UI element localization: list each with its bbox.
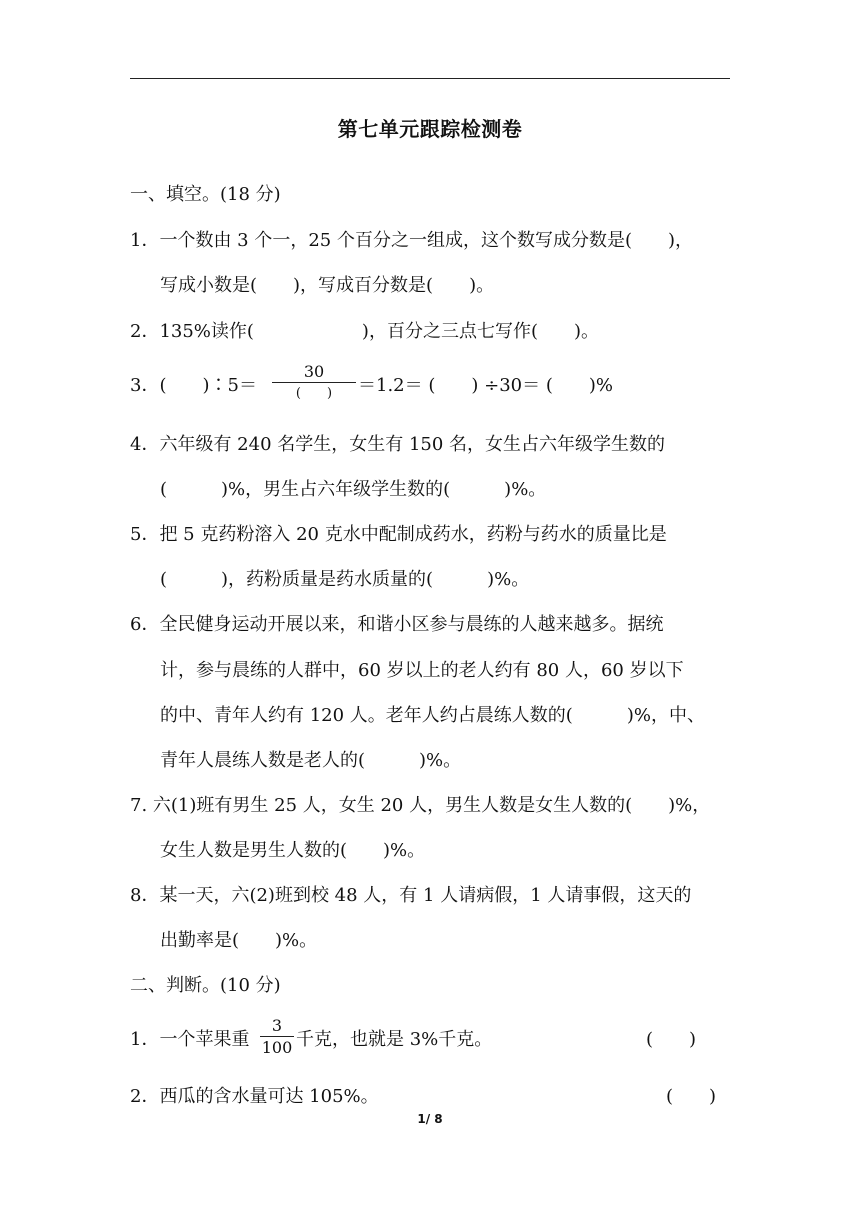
section-2-heading: 二、判断。(10 分): [130, 975, 281, 996]
q3-fraction: [272, 362, 356, 405]
j1-prefix: 1．一个苹果重: [130, 1029, 250, 1050]
q7-line1: 7. 六(1)班有男生 25 人，女生 20 人，男生人数是女生人数的( )%，: [130, 795, 711, 816]
q4-line1: 4．六年级有 240 名学生，女生有 150 名，女生占六年级学生数的: [130, 434, 666, 455]
page-title: 第七单元跟踪检测卷: [337, 117, 523, 141]
q8-line1: 8．某一天，六(2)班到校 48 人，有 1 人请病假，1 人请事假，这天的: [130, 885, 692, 906]
q3-fraction-denominator: ( ): [295, 386, 333, 401]
j1-suffix: 千克，也就是 3%千克。: [296, 1029, 493, 1050]
q2-line1: 2．135%读作( )，百分之三点七写作( )。: [130, 321, 599, 342]
j1-fraction-numerator: 3: [260, 1016, 294, 1037]
j2-answer-blank[interactable]: ( ): [666, 1086, 717, 1107]
j1-answer-blank[interactable]: ( ): [646, 1029, 697, 1050]
q6-line4: 青年人晨练人数是老人的( )%。: [160, 750, 462, 771]
q1-line2: 写成小数是( )，写成百分数是( )。: [160, 275, 495, 296]
j1-fraction: [260, 1016, 294, 1059]
section-1-heading: 一、填空。(18 分): [130, 184, 281, 205]
q6-line1: 6．全民健身运动开展以来，和谐小区参与晨练的人越来越多。据统: [130, 614, 664, 635]
q3-prefix: 3．( )∶5＝: [130, 375, 257, 396]
q7-line2: 女生人数是男生人数的( )%。: [160, 840, 426, 861]
j2-text: 2．西瓜的含水量可达 105%。: [130, 1086, 379, 1107]
q8-line2: 出勤率是( )%。: [160, 930, 318, 951]
q5-line2: ( )，药粉质量是药水质量的( )%。: [160, 569, 530, 590]
q4-line2: ( )%，男生占六年级学生数的( )%。: [160, 479, 547, 500]
header-rule: [130, 78, 730, 79]
page-number: 1/ 8: [417, 1112, 443, 1126]
q1-line1: 1．一个数由 3 个一，25 个百分之一组成，这个数写成分数是( )，: [130, 230, 694, 251]
q6-line3: 的中、青年人约有 120 人。老年人约占晨练人数的( )%，中、: [160, 705, 705, 726]
q3-suffix: ＝1.2＝ ( ) ÷30＝ ( )%: [358, 375, 613, 396]
j1-fraction-denominator: 100: [261, 1038, 293, 1057]
q5-line1: 5．把 5 克药粉溶入 20 克水中配制成药水，药粉与药水的质量比是: [130, 524, 667, 545]
q3-fraction-numerator: 30: [272, 362, 356, 383]
q6-line2: 计，参与晨练的人群中，60 岁以上的老人约有 80 人，60 岁以下: [160, 660, 684, 681]
